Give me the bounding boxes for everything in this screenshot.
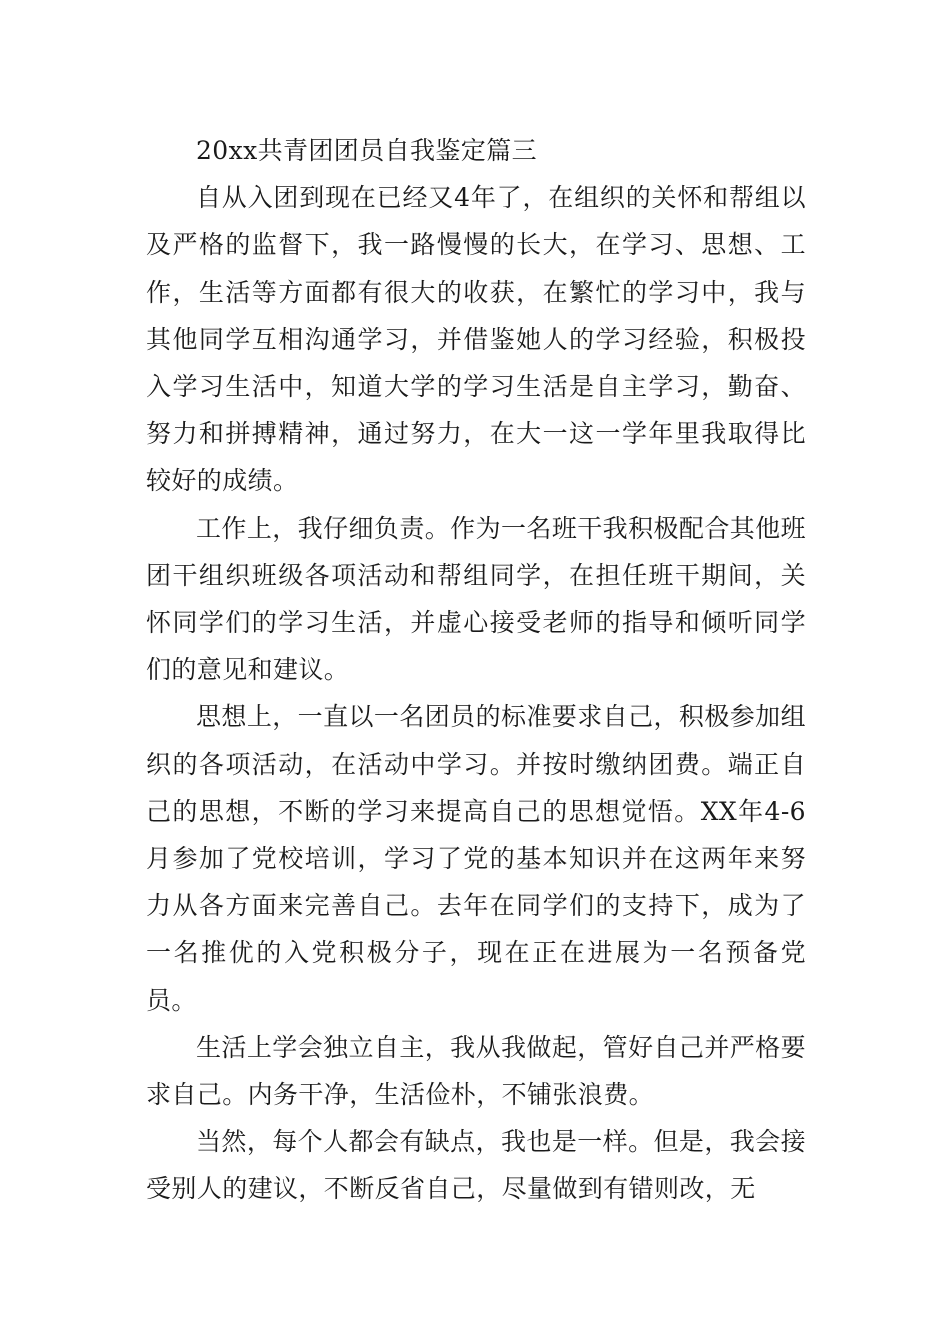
paragraph-2: 工作上，我仔细负责。作为一名班干我积极配合其他班团干组织班级各项活动和帮组同学，在担任班干期间，关怀同学们的学习生活，并虚心接受老师的指导和倾听同学们的意见和建议。: [146, 513, 806, 685]
document-body: [146, 127, 806, 1213]
document-title: 20xx共青团团员自我鉴定篇三: [196, 136, 538, 165]
paragraph-5: 当然，每个人都会有缺点，我也是一样。但是，我会接受别人的建议，不断反省自己，尽量做到有错则改，无: [146, 1127, 806, 1204]
paragraph-3: 思想上，一直以一名团员的标准要求自己，积极参加组织的各项活动，在活动中学习。并按时缴纳团费。端正自己的思想，不断的学习来提高自己的思想觉悟。XX年4-6月参加了党校培训，学习了党的基本知识并在这两年来努力从各方面来完善自己。去年在同学们的支持下，成为了一名推优的入党积极分子，现在正在进展为一名预备党员。: [146, 702, 806, 1015]
paragraph-4: 生活上学会独立自主，我从我做起，管好自己并严格要求自己。内务干净，生活俭朴，不铺张浪费。: [146, 1032, 806, 1110]
paragraph-1: 自从入团到现在已经又4年了，在组织的关怀和帮组以及严格的监督下，我一路慢慢的长大，在学习、思想、工作，生活等方面都有很大的收获，在繁忙的学习中，我与其他同学互相沟通学习，并借鉴她人的学习经验，积极投入学习生活中，知道大学的学习生活是自主学习，勤奋、努力和拼搏精神，通过努力，在大一这一学年里我取得比较好的成绩。: [146, 183, 806, 496]
